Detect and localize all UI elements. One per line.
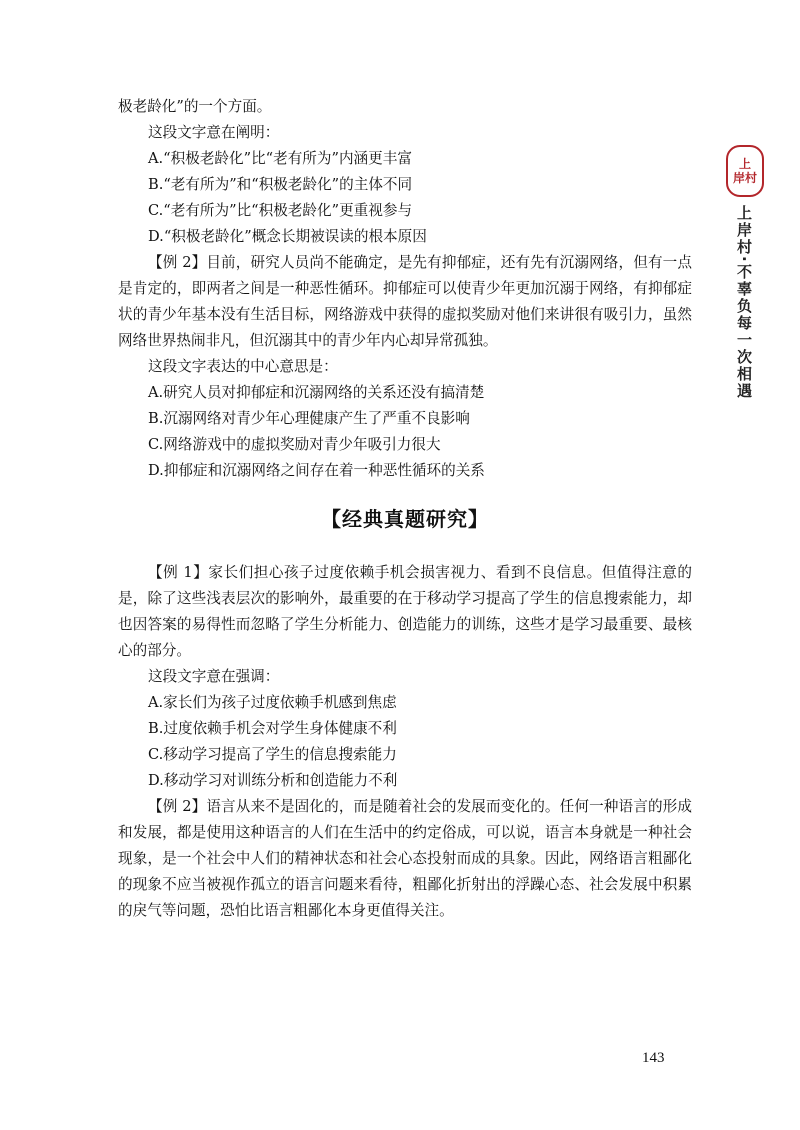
section-heading: 【经典真题研究】 (321, 507, 489, 531)
example-2b-passage: 【例 2】语言从来不是固化的，而是随着社会的发展而变化的。任何一种语言的形成和发展，都是使用这种语言的人们在生活中的约定俗成，可以说，语言本身就是一种社会现象，是一个社会中人们的精神状态和社会心态投射而成的具象。因此，网络语言粗鄙化的现象不应当被视作孤立的语言问题来看待，粗鄙化折射出的浮躁心态、社会发展中积累的戾气等问题，恐怕比语言粗鄙化本身更值得关注。 (118, 798, 692, 919)
option-a: A.家长们为孩子过度依赖手机感到焦虑 (148, 694, 397, 711)
brand-seal-logo: 上 岸村 (726, 145, 764, 197)
option-d: D.抑郁症和沉溺网络之间存在着一种恶性循环的关系 (148, 462, 485, 479)
brand-slogan: 上岸村·不辜负每一次相遇 (735, 205, 753, 400)
option-b: B.沉溺网络对青少年心理健康产生了严重不良影响 (148, 410, 470, 427)
example-2-passage: 【例 2】目前，研究人员尚不能确定，是先有抑郁症，还有先有沉溺网络，但有一点是肯定的，即两者之间是一种恶性循环。抑郁症可以使青少年更加沉溺于网络，有抑郁症状的青少年基本没有生活目标，网络游戏中获得的虚拟奖励对他们来讲很有吸引力，虽然网络世界热闹非凡，但沉溺其中的青少年内心却异常孤独。 (118, 254, 692, 349)
page-number: 143 (642, 1050, 665, 1066)
option-a: A.“积极老龄化”比“老有所为”内涵更丰富 (148, 150, 412, 167)
option-b: B.“老有所为”和“积极老龄化”的主体不同 (148, 176, 413, 193)
question-stem: 这段文字意在强调： (148, 668, 280, 685)
option-d: D.移动学习对训练分析和创造能力不利 (148, 772, 398, 789)
option-c: C.网络游戏中的虚拟奖励对青少年吸引力很大 (148, 436, 441, 453)
option-b: B.过度依赖手机会对学生身体健康不利 (148, 720, 397, 737)
question-stem: 这段文字表达的中心意思是： (148, 358, 338, 375)
option-c: C.“老有所为”比“积极老龄化”更重视参与 (148, 202, 413, 219)
side-branding (726, 145, 766, 400)
example-1-passage: 【例 1】家长们担心孩子过度依赖手机会损害视力、看到不良信息。但值得注意的是，除了这些浅表层次的影响外，最重要的在于移动学习提高了学生的信息搜索能力，却也因答案的易得性而忽略了学生分析能力、创造能力的训练，这些才是学习最重要、最核心的部分。 (118, 564, 692, 659)
paragraph-continuation: 极老龄化”的一个方面。 (118, 98, 272, 115)
option-c: C.移动学习提高了学生的信息搜索能力 (148, 746, 397, 763)
option-d: D.“积极老龄化”概念长期被误读的根本原因 (148, 228, 427, 245)
question-stem: 这段文字意在阐明： (148, 124, 280, 141)
page-content (118, 94, 692, 924)
option-a: A.研究人员对抑郁症和沉溺网络的关系还没有搞清楚 (148, 384, 485, 401)
